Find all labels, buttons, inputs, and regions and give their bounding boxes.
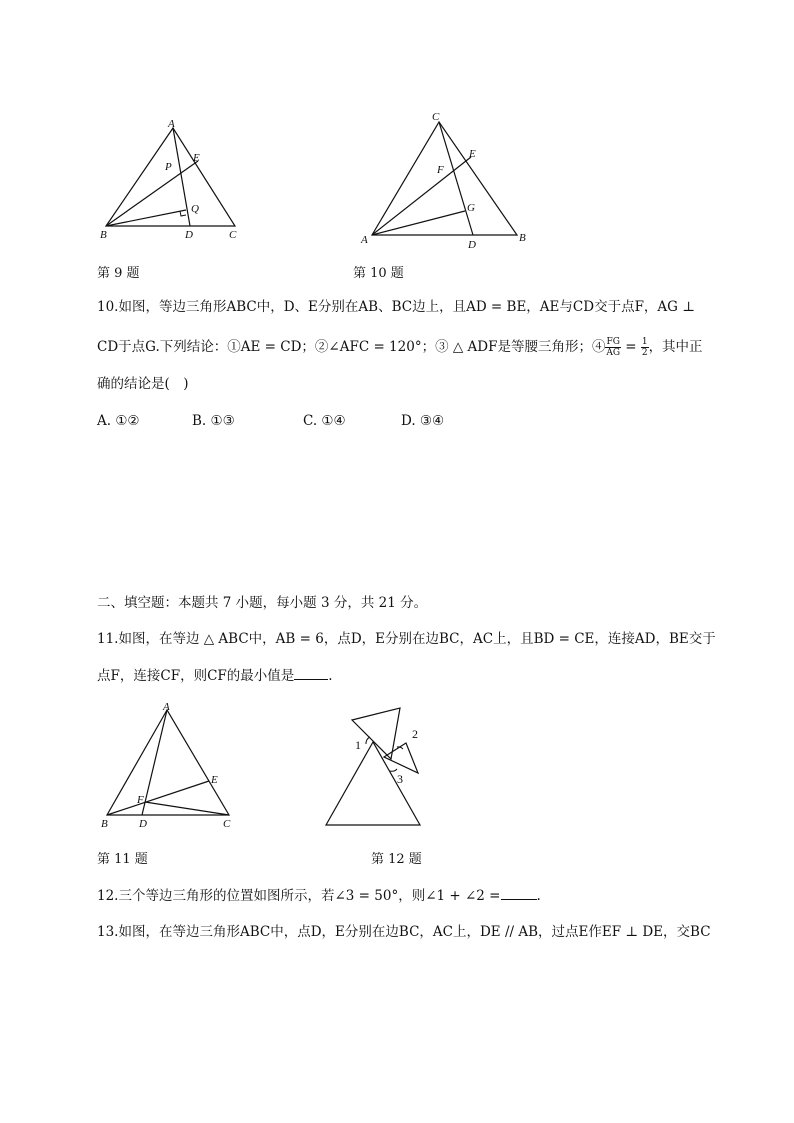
label-d: D: [185, 229, 193, 241]
label-g: G: [467, 202, 475, 214]
label-b: B: [100, 229, 107, 241]
label-e: E: [193, 152, 200, 164]
section-heading: 二、填空题：本题共 7 小题，每小题 3 分，共 21 分。: [97, 595, 428, 611]
label-f: F: [437, 164, 444, 176]
label-2: 2: [412, 727, 418, 741]
figure-9-caption: 第 9 题: [97, 266, 140, 281]
q10-line2: CD于点G.下列结论：①AE = CD；②∠AFC = 120°；③ △ ADF是等腰三角形；④ $\frac{FG}{AG}$ = $\frac{1}{2}$ ，其中正: [97, 337, 703, 358]
figure-11-caption: 第 11 题: [97, 852, 148, 867]
q10-line2-start: CD于点G.下列结论：①AE = CD；②∠AFC = 120°；③ △ ADF是等腰三角形；④: [97, 339, 606, 355]
label-1: 1: [355, 738, 361, 752]
q10-line3: 确的结论是( ): [97, 376, 189, 392]
fraction-fg-ag: [605, 337, 620, 358]
fraction-numerator: FG: [606, 337, 620, 347]
label-b: B: [519, 232, 526, 244]
figure-12: [315, 695, 435, 835]
label-c: C: [223, 818, 231, 830]
q13-line1: 13.如图，在等边三角形ABC中，点D，E分别在边BC，AC上，DE // AB，过点E作EF ⊥ DE，交BC: [97, 924, 711, 940]
label-a: A: [163, 701, 170, 713]
label-d: D: [468, 239, 476, 251]
label-c: C: [432, 111, 440, 123]
fraction-denominator: AG: [606, 348, 621, 358]
segment-ag: [372, 211, 465, 235]
q12-text: 12.三个等边三角形的位置如图所示，若∠3 = 50°，则∠1 + ∠2 =: [97, 888, 501, 904]
label-c: C: [229, 229, 237, 241]
label-p: P: [165, 161, 172, 173]
label-a: A: [168, 118, 175, 130]
fraction-numerator: 1: [641, 337, 648, 347]
label-f: F: [137, 794, 144, 806]
q10-option-d: D. ③④: [401, 413, 445, 429]
large-triangle: [326, 742, 420, 825]
q12-line: [97, 885, 541, 906]
answer-blank: [294, 665, 328, 680]
q10-line2-end: ，其中正: [648, 339, 703, 355]
figure-11: [95, 697, 245, 837]
q11-line2: [97, 665, 333, 686]
fraction-denominator: 2: [641, 348, 648, 358]
angle-3-arc: [390, 769, 397, 771]
label-a: A: [361, 234, 368, 246]
answer-blank: [501, 885, 537, 900]
q10-option-a: A. ①②: [97, 413, 140, 429]
figure-10-caption: 第 10 题: [353, 266, 404, 281]
label-3: 3: [397, 772, 403, 786]
segment-cf: [145, 802, 229, 815]
segment-ae: [372, 157, 471, 235]
q10-line1: 10.如图，等边三角形ABC中，D、E分别在AB、BC边上，且AD = BE，AE与CD交于点F，AG ⊥: [97, 299, 695, 315]
q10-option-c: C. ①④: [303, 413, 346, 429]
figure-12-caption: 第 12 题: [371, 852, 422, 867]
label-e: E: [211, 774, 218, 786]
figure-9: [95, 115, 245, 245]
label-d: D: [139, 818, 147, 830]
triangle-abc: [106, 128, 235, 226]
q11-line2-end: .: [328, 668, 333, 684]
q11-line1: 11.如图，在等边 △ ABC中，AB = 6，点D，E分别在边BC，AC上，且BD = CE，连接AD，BE交于: [97, 631, 716, 647]
label-q: Q: [191, 203, 199, 215]
label-e: E: [469, 148, 476, 160]
triangle-abc: [107, 710, 229, 815]
q10-option-b: B. ①③: [192, 413, 235, 429]
q12-end: .: [536, 888, 541, 904]
label-b: B: [101, 818, 108, 830]
fraction-one-half: [641, 337, 649, 358]
q11-line2-text: 点F，连接CF，则CF的最小值是: [97, 668, 295, 684]
figure-10: [355, 105, 535, 255]
right-angle-mark: [180, 211, 186, 216]
